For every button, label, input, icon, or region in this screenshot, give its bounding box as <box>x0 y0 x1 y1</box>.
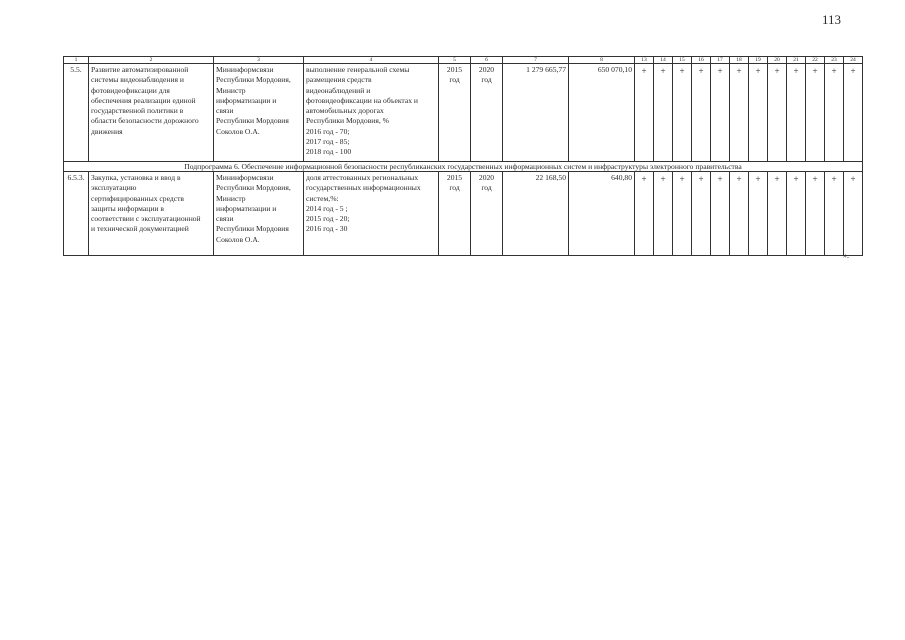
cell-line: 2015 год - 20; <box>306 214 350 224</box>
page-number: 113 <box>822 12 842 27</box>
cell-line: связи <box>216 214 234 224</box>
mark-cell: + <box>768 172 787 256</box>
cell-line: Республики Мордовия, <box>216 75 291 85</box>
cell-line: 2017 год - 85; <box>306 137 350 147</box>
measure-name <box>89 172 214 256</box>
program-table <box>63 56 863 256</box>
cell-line: Развитие автоматизированной <box>91 65 189 74</box>
mark-cell: + <box>673 172 692 256</box>
cell-line: информатизации и <box>216 203 277 213</box>
cell-line: обеспечения реализации единой <box>91 95 196 105</box>
column-number: 14 <box>654 57 673 64</box>
column-number: 13 <box>635 57 654 64</box>
mark-cell: + <box>730 172 749 256</box>
cell-line: Республики Мордовия <box>216 224 289 234</box>
mark-cell: + <box>711 172 730 256</box>
cell-line: 2015 <box>446 173 463 182</box>
row-number: 6.5.3. <box>64 172 89 256</box>
cell-line: эксплуатацию <box>91 183 137 193</box>
cell-line: 2018 год - 100 <box>306 147 352 157</box>
mark-cell: + <box>749 64 768 162</box>
cell-line: Министр <box>216 85 246 95</box>
column-number: 23 <box>825 57 844 64</box>
cell-line: 2020 <box>478 173 495 182</box>
indicator <box>304 172 439 256</box>
mark-cell: + <box>825 64 844 162</box>
start-year <box>439 64 471 162</box>
column-number: 15 <box>673 57 692 64</box>
cell-line: 2015 <box>446 65 463 74</box>
cell-line: государственных информационных <box>306 183 421 193</box>
mark-cell: + <box>730 64 749 162</box>
end-year <box>471 172 503 256</box>
column-number: 3 <box>214 57 304 64</box>
executor <box>214 172 304 256</box>
measure-name <box>89 64 214 162</box>
cell-line: Закупка, установка и ввод в <box>91 173 181 182</box>
column-number: 22 <box>806 57 825 64</box>
cell-line: Мининформсвязи <box>216 173 274 182</box>
mark-cell: + <box>654 64 673 162</box>
row-number: 5.5. <box>64 64 89 162</box>
cell-line: автомобильных дорогах <box>306 106 384 116</box>
column-number-row <box>64 57 863 64</box>
subprogram-title: Подпрограмма 6. Обеспечение информационной безопасности республиканских государственных информационных систем и инфраструктуры электронного правительства <box>64 162 863 172</box>
amount: 650 070,10 <box>569 64 635 162</box>
column-number: 20 <box>768 57 787 64</box>
mark-cell: + <box>635 172 654 256</box>
cell-line: движения <box>91 126 123 136</box>
cell-line: 2014 год - 5 ; <box>306 203 348 213</box>
cell-line: государственной политики в <box>91 106 184 116</box>
cell-line: связи <box>216 106 234 116</box>
mark-cell: + <box>844 64 863 162</box>
table-row <box>64 64 863 162</box>
cell-line: фотовидеофиксации на объектах и <box>306 95 418 105</box>
cell-line: сертифицированных средств <box>91 193 184 203</box>
cell-line: год <box>481 183 492 193</box>
cell-line: Соколов О.А. <box>216 126 260 136</box>
cell-line: видеонаблюдений и <box>306 85 371 95</box>
total-amount: 22 168,50 <box>503 172 569 256</box>
column-number: 19 <box>749 57 768 64</box>
column-number: 21 <box>787 57 806 64</box>
cell-line: Республики Мордовия, % <box>306 116 389 126</box>
cell-line: 2016 год - 30 <box>306 224 348 234</box>
mark-cell: + <box>711 64 730 162</box>
executor <box>214 64 304 162</box>
cell-line: год <box>449 75 460 85</box>
column-number: 5 <box>439 57 471 64</box>
column-number: 2 <box>89 57 214 64</box>
mark-cell: + <box>768 64 787 162</box>
mark-cell: + <box>787 172 806 256</box>
cell-line: доля аттестованных региональных <box>306 173 419 182</box>
mark-cell: + <box>844 172 863 256</box>
mark-cell: + <box>806 172 825 256</box>
column-number: 4 <box>304 57 439 64</box>
mark-cell: + <box>749 172 768 256</box>
mark-cell: + <box>692 64 711 162</box>
mark-cell: + <box>692 172 711 256</box>
column-number: 16 <box>692 57 711 64</box>
cell-line: и технической документацией <box>91 224 189 234</box>
cell-line: Республики Мордовия <box>216 116 289 126</box>
subprogram-row <box>64 162 863 172</box>
column-number: 6 <box>471 57 503 64</box>
cell-line: информатизации и <box>216 95 277 105</box>
cell-line: Республики Мордовия, <box>216 183 291 193</box>
column-number: 17 <box>711 57 730 64</box>
cell-line: защиты информации в <box>91 203 164 213</box>
mark-cell: + <box>806 64 825 162</box>
column-number: 8 <box>569 57 635 64</box>
column-number: 24 <box>844 57 863 64</box>
cell-line: Соколов О.А. <box>216 234 260 244</box>
total-amount: 1 279 665,77 <box>503 64 569 162</box>
cell-line: Министр <box>216 193 246 203</box>
cell-line: области безопасности дорожного <box>91 116 199 126</box>
cell-line: фотовидеофиксации для <box>91 85 170 95</box>
mark-cell: + <box>673 64 692 162</box>
column-number: 18 <box>730 57 749 64</box>
cell-line: системы видеонаблюдения и <box>91 75 184 85</box>
start-year <box>439 172 471 256</box>
cell-line: размещения средств <box>306 75 372 85</box>
cell-line: 2016 год - 70; <box>306 126 350 136</box>
column-number: 7 <box>503 57 569 64</box>
end-year <box>471 64 503 162</box>
cell-line: 2020 <box>478 65 495 74</box>
mark-cell: + <box>635 64 654 162</box>
cell-line: соответствии с эксплуатационной <box>91 214 201 224</box>
mark-cell: + <box>787 64 806 162</box>
cell-line: выполнение генеральной схемы <box>306 65 410 74</box>
cell-line: год <box>481 75 492 85</box>
column-number: 1 <box>64 57 89 64</box>
cell-line: систем,%: <box>306 193 339 203</box>
mark-cell: + <box>654 172 673 256</box>
cell-line: Мининформсвязи <box>216 65 274 74</box>
cell-line: год <box>449 183 460 193</box>
amount: 640,80 <box>569 172 635 256</box>
indicator <box>304 64 439 162</box>
mark-cell: + <box>825 172 844 256</box>
table-row <box>64 172 863 256</box>
side-mark: ». <box>843 251 849 260</box>
